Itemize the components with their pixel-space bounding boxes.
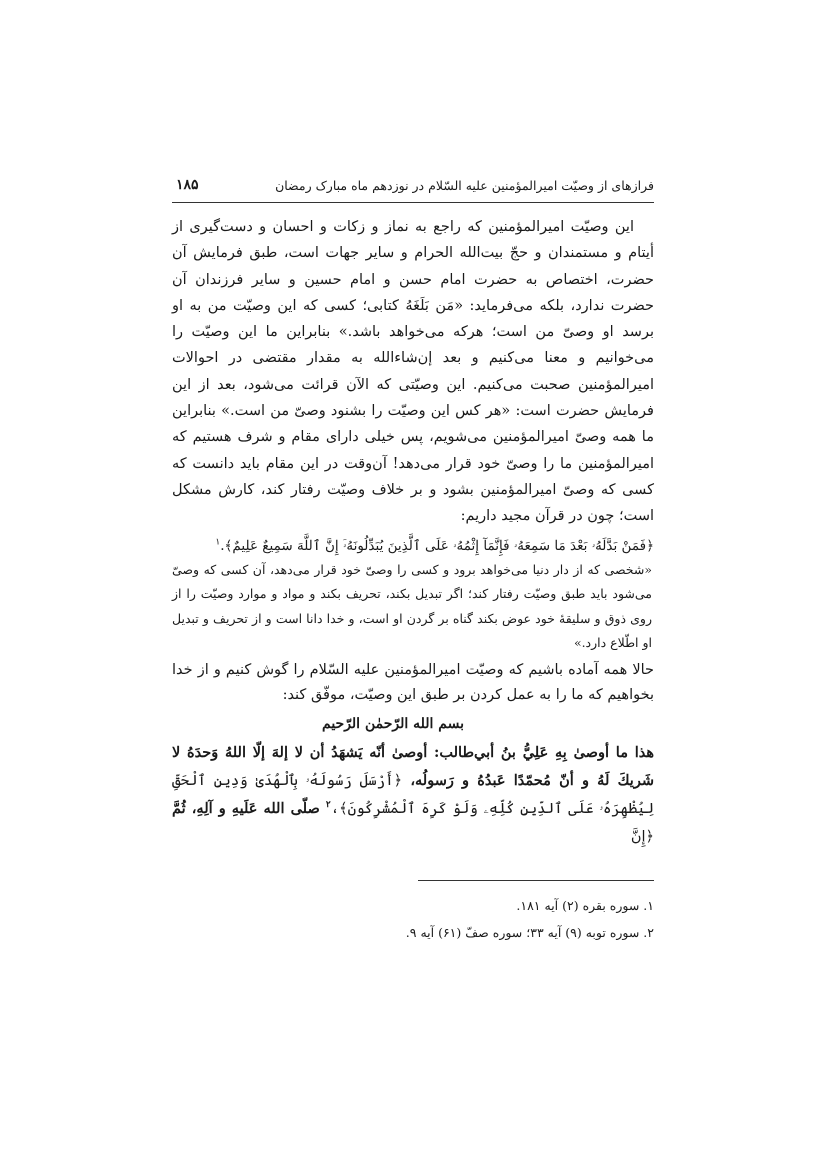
verse-1-text: ﴿فَمَنْ بَدَّلَهُۥ بَعْدَ مَا سَمِعَهُۥ فَإِنَّمَآ إِثْمُهُۥ عَلَى ٱلَّذِينَ يُبَدِّلُونَهُۥٓ إِنَّ ٱللَّهَ سَمِيعٌ عَلِيمٌ﴾.: [220, 537, 654, 554]
quran-verse-2: ﴿أَرْسَلَ رَسُولَهُۥ بِٱلْهُدَىٰ وَدِينِ ٱلْحَقِّ لِيُظْهِرَهُۥ عَلَى ٱلدِّينِ كُلِّهِۦ وَلَوْ كَرِهَ ٱلْمُشْرِكُونَ﴾،: [172, 772, 654, 817]
will-salutation: صلّى الله عَلَيهِ و آلِهِ، ثُمَّ: [172, 799, 326, 817]
footnote-divider: [418, 880, 654, 881]
header-divider: [172, 202, 654, 203]
paragraph-2: حالا همه آماده باشیم که وصیّت امیرالمؤمنین علیه السّلام را گوش کنیم و از خدا بخواهیم که ما را به عمل کردن بر طبق این وصیّت، موفّق کند:: [172, 661, 654, 703]
footnote-ref-2: ۲: [325, 800, 331, 811]
page-number: ۱۸۵: [176, 177, 199, 193]
will-verse-start: ﴿إِنَّ: [630, 828, 654, 845]
will-opening: هذا ما أوصىٰ بِهِ عَلِيُّ بنُ أبي‌طالب: أوصىٰ أنّه يَشهَدُ أن لا إلهَ إلّا اللهُ وَحدَهُ لا شَريكَ لَهُ و أنّ مُحمّدًا عَبدُهُ و رَسولُه،: [172, 743, 654, 789]
footnote-1: ۱. سوره بقره (۲) آیه ۱۸۱.: [516, 898, 654, 913]
quran-verse-1: [172, 534, 654, 558]
page-header: [172, 172, 654, 200]
footnotes: [172, 892, 654, 946]
will-text: [172, 739, 654, 851]
paragraph-main: این وصیّت امیرالمؤمنین که راجع به نماز و زکات و احسان و دست‌گیری از أیتام و مستمندان و حجّ بیت‌الله الحرام و سایر جهات است، طبق فرمایش آن حضرت، اختصاص به حضرت امام حسن و امام حسین و سایر فرزندان آن حضرت ندارد، بلکه می‌فرماید: «مَن بَلَغَهُ کتابی؛ کسی که این وصیّت من به او برسد او وصیّ من است؛ هرکه می‌خواهد باشد.» بنابراین ما این وصیّت را می‌خوانیم و معنا می‌کنیم و بعد إن‌شاءالله به مقدار مقتضی در احوالات امیرالمؤمنین صحبت می‌کنیم. این وصیّتی که الآن قرائت می‌شود، بعد از این فرمایش حضرت است: «هر کس این وصیّت را بشنود وصیّ من است.» بنابراین ما همه وصیّ امیرالمؤمنین می‌شویم، پس خیلی دارای مقام و شرف هستیم که امیرالمؤمنین ما را وصیّ خود قرار می‌دهد! آن‌وقت در این مقام باید دانست که کسی که وصیّ امیرالمؤمنین بشود و بر خلاف وصیّت رفتار کند، کارش مشکل است؛ چون در قرآن مجید داریم:: [172, 219, 654, 525]
footnote-ref-1: ۱: [215, 537, 221, 548]
footnote-2: ۲. سوره توبه (۹) آیه ۳۳؛ سوره صفّ (۶۱) آیه ۹.: [405, 925, 654, 940]
body-text: [172, 214, 654, 851]
basmala: بسم الله الرّحمٰن الرّحیم: [322, 715, 464, 732]
running-title: فرازهای از وصیّت امیرالمؤمنین علیه السّلام در نوزدهم ماه مبارک رمضان: [275, 178, 654, 193]
verse-translation-quote: «شخصی که از دار دنیا می‌خواهد برود و کسی را وصیّ خود قرار می‌دهد، آن کسی که وصیّ می‌شود باید طبق وصیّت رفتار کند؛ اگر تبدیل بکند، تحریف بکند و مواد و موارد وصیّت را از روی ذوق و سلیقهٔ خود عوض بکند گناه بر گردن او است، و خدا دانا است و از تحریف و تبدیل او اطّلاع دارد.»: [172, 561, 652, 651]
